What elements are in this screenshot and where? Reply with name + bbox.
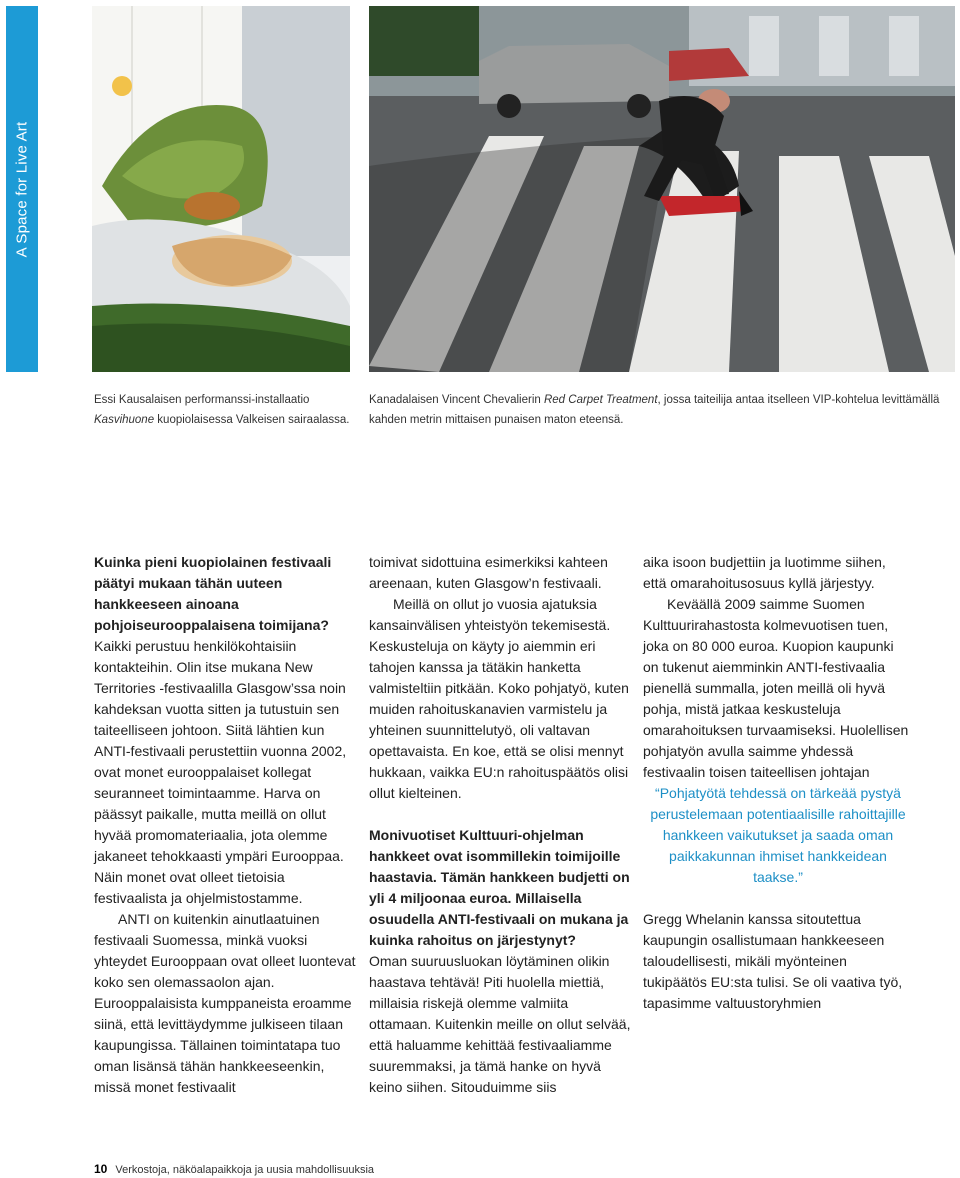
section-tab xyxy=(6,6,38,372)
installation-photo xyxy=(92,6,350,372)
crosswalk-performance-photo-icon xyxy=(369,6,955,372)
pull-quote: “Pohjatyötä tehdessä on tärkeää pystyä perustelemaan potentiaalisille rahoittajille hankkeen vaikutukset ja saada oman paikkakunnan ihmiset hankkeidean taakse.” xyxy=(650,785,906,885)
interview-answer: Gregg Whelanin kanssa sitoutettua kaupungin osallistumaan hankkeeseen taloudellisesti, mikäli myönteinen tukipäätös EU:sta tulisi. Se oli vaativa työ, tapasimme valtuustoryhmien xyxy=(643,911,903,1011)
interview-answer: aika isoon budjettiin ja luotimme siihen, että omarahoitusosuus kyllä järjestyy. xyxy=(643,554,886,591)
caption-left-line1: Essi Kausalaisen performanssi-installaatio xyxy=(94,394,310,406)
caption-left xyxy=(94,390,364,430)
interview-question: Monivuotiset Kulttuuri-ohjelman hankkeet ovat isommillekin toimijoille haastavia. Tämän hankkeen budjetti on yli 4 miljoonaa euroa. Millaisella osuudella ANTI-festivaali on mukana ja kuinka rahoitus on järjestynyt? xyxy=(369,827,630,948)
caption-right xyxy=(369,390,949,430)
interview-answer: Oman suuruusluokan löytäminen olikin haastava tehtävä! Piti huolella miettiä, millaisia riskejä olemme valmiita ottamaan. Kuitenkin meille on ollut selvää, että haluamme kehittää festivaaliamme suuremmaksi, ja tämä hanke on hyvä keino siihen. Sitouduimme siis xyxy=(369,953,631,1095)
caption-right-pre: Kanadalaisen Vincent Chevalierin xyxy=(369,394,544,406)
page-number: 10 xyxy=(94,1162,108,1176)
caption-right-work-title: Red Carpet Treatment xyxy=(543,394,658,406)
text-column-2 xyxy=(369,552,631,1098)
page-footer xyxy=(94,1162,374,1176)
interview-answer: Meillä on ollut jo vuosia ajatuksia kansainvälisen yhteistyön tekemisestä. Keskusteluja on käyty jo aiemmin eri tahojen kanssa ja tätäkin hanketta valmisteltiin pitkään. Koko pohjatyö, kuten muiden rahoituskanavien varmistelu ja yhteinen suunnittelutyö, oli valtavan opettavaista. En koe, että se olisi mennyt hukkaan, vaikka EU:n rahoituspäätös olisi ollut kielteinen. xyxy=(369,596,629,801)
caption-left-work-title: Kasvihuone xyxy=(94,414,155,426)
text-column-1 xyxy=(94,552,356,1098)
installation-photo-icon xyxy=(92,6,350,372)
caption-right-post: , jossa taiteilija antaa itselleen VIP-kohtelua levittämällä kahden metrin mittaisen punaisen maton eteensä. xyxy=(369,394,940,426)
text-column-3 xyxy=(643,552,913,1014)
interview-answer: toimivat sidottuina esimerkiksi kahteen areenaan, kuten Glasgow’n festivaali. xyxy=(369,554,608,591)
interview-answer: Keväällä 2009 saimme Suomen Kulttuurirahastosta kolmevuotisen tuen, joka on 80 000 euroa. Kuopion kaupunki on tukenut aiemminkin ANTI-festivaalia pienellä summalla, joten meillä oli hyvä pohja, mistä jatkaa keskusteluja omarahoituksen turvaamiseksi. Huolellisen pohjatyön avulla saimme yhdessä festivaalin toisen taiteellisen johtajan xyxy=(643,596,909,780)
section-tab-label: A Space for Live Art xyxy=(13,121,31,257)
crosswalk-performance-photo xyxy=(369,6,955,372)
publication-title: Verkostoja, näköalapaikkoja ja uusia mahdollisuuksia xyxy=(115,1164,375,1176)
interview-answer: ANTI on kuitenkin ainutlaatuinen festivaali Suomessa, minkä vuoksi yhteydet Eurooppaan ovat olleet luontevat koko sen olemassaolon ajan. Eurooppalaisista kumppaneista eroamme siinä, että levittäydymme julkiseen tilaan kaupungissa. Tällainen toimintatapa tuo oman lisänsä tähän hankkeeseenkin, missä monet festivaalit xyxy=(94,911,356,1095)
interview-answer: Kaikki perustuu henkilökohtaisiin kontakteihin. Olin itse mukana New Territories -festivaalilla Glasgow’ssa noin kahdeksan vuotta sitten ja tutustuin sen taiteelliseen johtoon. Siitä lähtien kun ANTI-festivaali perustettiin vuonna 2002, ovat monet eurooppalaiset kollegat seuranneet toimintaamme. Harva on päässyt paikalle, mutta meillä on ollut hyvää promomateriaalia, jota olemme jakaneet tehokkaasti ympäri Eurooppaa. Näin monet ovat olleet tietoisia festivaalista ja ohjelmistostamme. xyxy=(94,638,347,906)
caption-left-line2: kuopiolaisessa Valkeisen sairaalassa. xyxy=(154,414,350,426)
interview-question: Kuinka pieni kuopiolainen festivaali päätyi mukaan tähän uuteen hankkeeseen ainoana pohjoiseurooppalaisena toimijana? xyxy=(94,554,332,633)
